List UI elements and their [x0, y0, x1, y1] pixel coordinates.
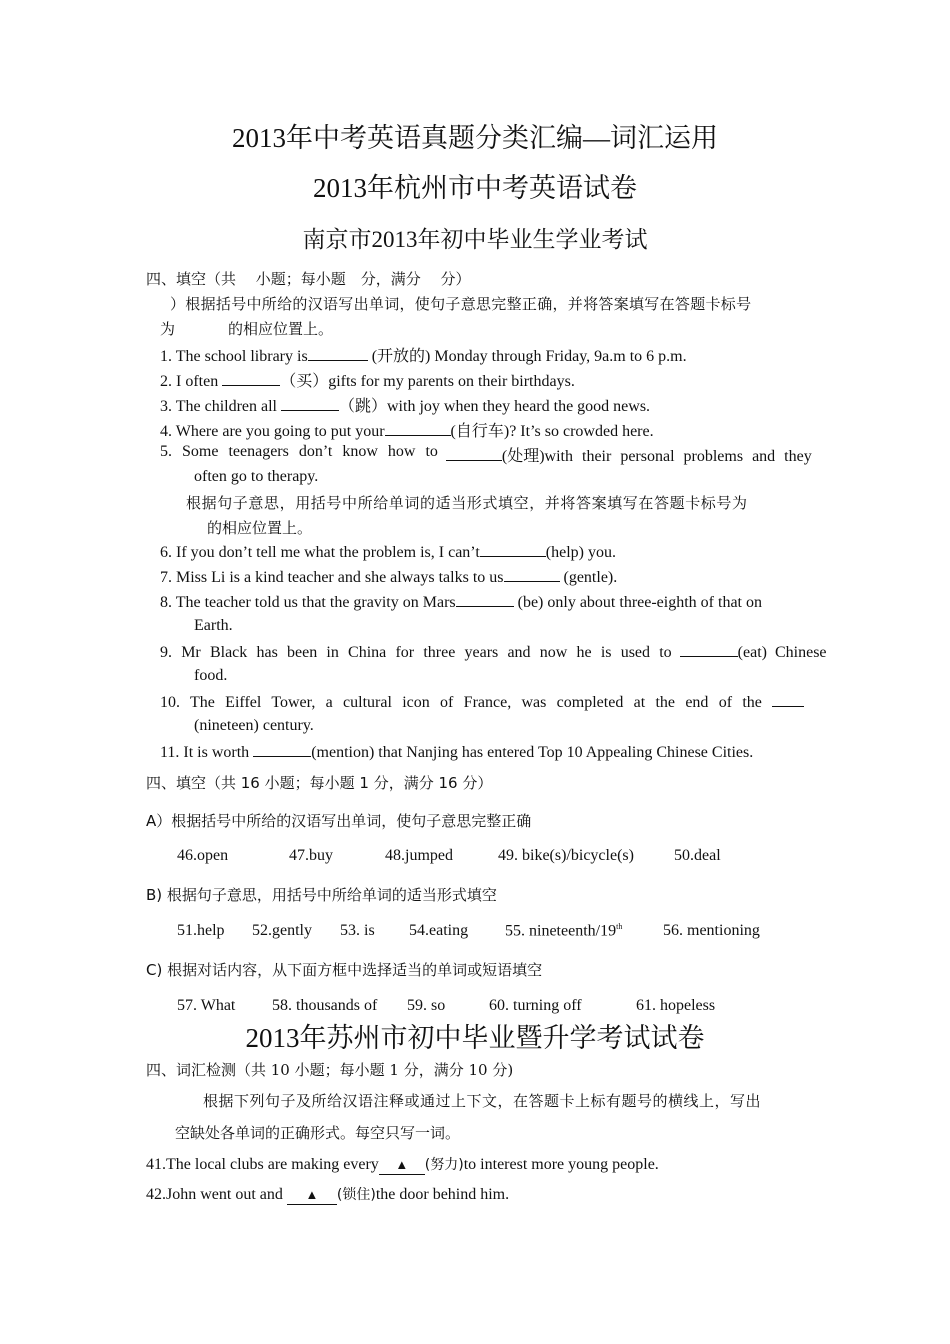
question-4-end: (自行车)? It’s so crowded here. [450, 423, 654, 440]
answer-blank [253, 742, 311, 757]
answer-item-text: 55. nineteenth/19 [505, 922, 617, 940]
answers-part-c-instruction: C) 根据对话内容，从下面方框中选择适当的单词或短语填空 [146, 961, 543, 979]
question-5-continued: often go to therapy. [194, 468, 319, 485]
question-8-continued: Earth. [194, 617, 233, 634]
question-9-continued: food. [194, 667, 228, 684]
question-2-end: （买）gifts for my parents on their birthdays. [280, 373, 575, 390]
answer-blank [504, 567, 560, 582]
answer-blank [680, 642, 738, 657]
question-9 [160, 642, 827, 662]
answers-header: 四、填空（共 16 小题；每小题 1 分，满分 16 分） [146, 774, 493, 792]
answer-item: 59. so [407, 997, 446, 1014]
question-4 [160, 418, 654, 441]
suzhou-instruction-2: 空缺处各单词的正确形式。每空只写一词。 [175, 1124, 461, 1142]
answer-item: 48.jumped [385, 847, 453, 864]
question-5 [160, 443, 812, 466]
question-5-end: (处理)with their personal problems and they [501, 448, 812, 465]
question-1 [160, 343, 687, 366]
question-8-end: (be) only about three-eighth of that on [513, 594, 762, 611]
question-7-start: 7. Miss Li is a kind teacher and she always talks to us [160, 569, 504, 586]
nanjing-part-a-instruction-2b: 的相应位置上。 [228, 320, 334, 338]
question-4-start: 4. Where are you going to put your [160, 423, 385, 440]
answer-blank [222, 371, 280, 386]
answer-blank [308, 346, 368, 361]
answers-part-a-instruction: A）根据括号中所给的汉语写出单词，使句子意思完整正确 [146, 812, 532, 830]
question-9-start: 9. Mr Black has been in China for three years and now he is used to [160, 644, 672, 661]
nanjing-section-header: 四、填空（共 小题；每小题 分，满分 分） [146, 270, 471, 288]
answer-item: 57. What [177, 997, 236, 1014]
answer-item: 56. mentioning [663, 922, 760, 939]
question-7-end: (gentle). [559, 569, 618, 586]
question-42 [146, 1184, 509, 1205]
question-42-start: 42.John went out and [146, 1186, 287, 1203]
answer-item: 50.deal [674, 847, 721, 864]
suzhou-instruction: 根据下列句子及所给汉语注释或通过上下文，在答题卡上标有题号的横线上，写出 [203, 1092, 762, 1110]
answer-item: 53. is [340, 922, 375, 939]
nanjing-part-a-instruction-2a: 为 [160, 320, 176, 338]
question-2 [160, 368, 575, 391]
answer-item: 52.gently [252, 922, 312, 939]
answer-blank [772, 692, 804, 707]
answer-item: 61. hopeless [636, 997, 716, 1014]
question-6-start: 6. If you don’t tell me what the problem is, I can’t [160, 544, 480, 561]
answer-item: 46.open [177, 847, 229, 864]
answer-blank [379, 1156, 425, 1175]
nanjing-title: 南京市2013年初中毕业生学业考试 [302, 227, 648, 252]
answer-item [505, 922, 622, 940]
question-11-end: (mention) that Nanjing has entered Top 10 Appealing Chinese Cities. [311, 744, 754, 761]
question-41-end: to interest more young people. [463, 1156, 659, 1173]
question-3 [160, 393, 650, 416]
nanjing-part-a-instruction: ）根据括号中所给的汉语写出单词，使句子意思完整正确，并将答案填写在答题卡标号 [170, 295, 752, 313]
question-10 [160, 692, 804, 712]
question-6-end: (help) you. [545, 544, 616, 561]
answer-item-superscript: th [616, 922, 623, 931]
question-3-end: （跳）with joy when they heard the good news. [339, 398, 651, 415]
question-42-hint: (锁住) [336, 1187, 376, 1203]
answer-blank [456, 592, 514, 607]
question-11 [160, 742, 753, 762]
question-41-start: 41.The local clubs are making every [146, 1156, 379, 1173]
nanjing-part-b-instruction-2: 的相应位置上。 [207, 519, 313, 537]
answer-blank [480, 542, 546, 557]
triangle-marker-icon: ▲ [395, 1157, 409, 1172]
question-1-end: (开放的) Monday through Friday, 9a.m to 6 p.m. [367, 348, 687, 365]
nanjing-part-b-instruction: 根据句子意思，用括号中所给单词的适当形式填空，并将答案填写在答题卡标号为 [186, 494, 748, 512]
question-42-end: the door behind him. [375, 1186, 510, 1203]
answers-part-b-instruction: B) 根据句子意思，用括号中所给单词的适当形式填空 [146, 886, 497, 904]
suzhou-section-header: 四、词汇检测（共 10 小题；每小题 1 分，满分 10 分) [146, 1061, 514, 1079]
answer-item: 49. bike(s)/bicycle(s) [498, 847, 634, 864]
question-7 [160, 567, 617, 587]
triangle-marker-icon: ▲ [305, 1187, 319, 1202]
answer-blank [281, 396, 339, 411]
answer-item: 47.buy [289, 847, 333, 864]
answer-item: 58. thousands of [272, 997, 378, 1014]
question-8 [160, 592, 762, 612]
question-8-start: 8. The teacher told us that the gravity on Mars [160, 594, 456, 611]
answer-item: 54.eating [409, 922, 469, 939]
question-10-continued: (nineteen) century. [194, 717, 314, 734]
answer-blank [287, 1186, 337, 1205]
question-6 [160, 542, 616, 562]
question-11-start: 11. It is worth [160, 744, 254, 761]
question-9-end: (eat) Chinese [737, 644, 827, 661]
question-41-hint: (努力) [424, 1157, 464, 1173]
question-10-start: 10. The Eiffel Tower, a cultural icon of France, was completed at the end of the [160, 694, 762, 711]
question-3-start: 3. The children all [160, 398, 281, 415]
answer-blank [385, 421, 451, 436]
question-5-start: 5. Some teenagers don’t know how to [160, 443, 438, 460]
hangzhou-title: 2013年杭州市中考英语试卷 [313, 173, 637, 203]
main-title: 2013年中考英语真题分类汇编—词汇运用 [232, 123, 718, 153]
question-2-start: 2. I often [160, 373, 223, 390]
answer-item: 60. turning off [489, 997, 582, 1014]
question-41 [146, 1154, 659, 1175]
suzhou-title: 2013年苏州市初中毕业暨升学考试试卷 [245, 1023, 705, 1053]
question-1-start: 1. The school library is [160, 348, 308, 365]
answer-blank [446, 446, 502, 461]
answer-item: 51.help [177, 922, 225, 939]
